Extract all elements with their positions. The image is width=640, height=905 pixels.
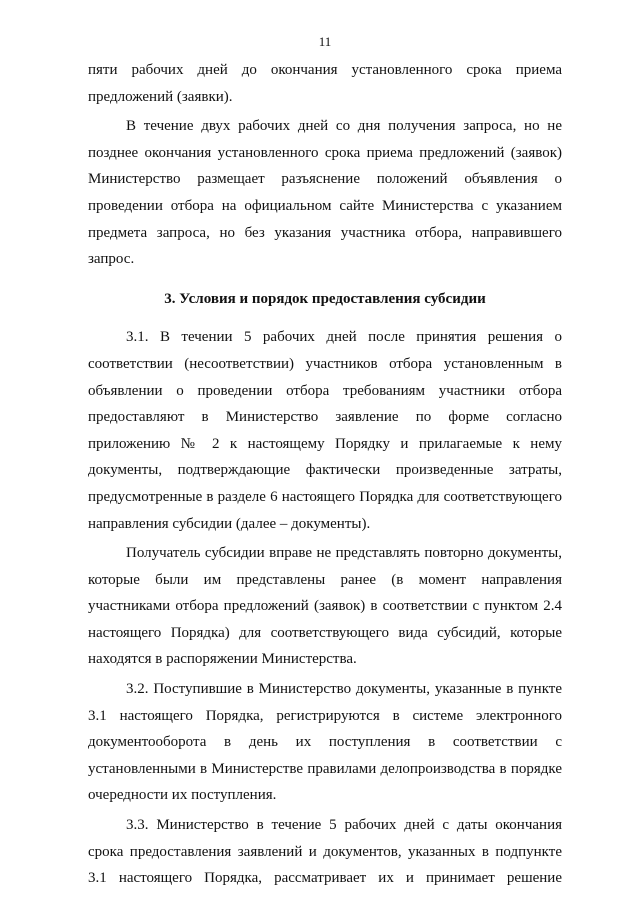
document-body: [88, 57, 562, 892]
document-page: [88, 0, 562, 905]
paragraph-deadline-continuation: пяти рабочих дней до окончания установленного срока приема предложений (заявки).: [88, 62, 562, 105]
paragraph-3-1: 3.1. В течении 5 рабочих дней после принятия решения о соответствии (несоответствии) участников отбора установленным в объявлении о проведении отбора требованиям участники отбора предоставляют в Министерство заявление по форме согласно приложению № 2 к настоящему Порядку и прилагаемые к нему документы, подтверждающие фактически произведенные затраты, предусмотренные в разделе 6 настоящего Порядка для соответствующего направления субсидии (далее – документы).: [88, 329, 562, 532]
paragraph-3-2: 3.2. Поступившие в Министерство документы, указанные в пункте 3.1 настоящего Порядка, регистрируются в системе электронного документооборота в день их поступления в соответствии с установленными в Министерстве правилами делопроизводства в порядке очередности их поступления.: [88, 681, 562, 804]
page-number: 11: [318, 34, 332, 49]
paragraph-3-3: 3.3. Министерство в течение 5 рабочих дней с даты окончания срока предоставления заявлений и документов, указанных в подпункте 3.1 настоящего Порядка, рассматривает их и принимает решение: [88, 817, 562, 887]
section-heading: 3. Условия и порядок предоставления субсидии: [164, 290, 486, 307]
paragraph-clarification: В течение двух рабочих дней со дня получения запроса, но не позднее окончания установленного срока приема предложений (заявок) Министерство размещает разъяснение положений объявления о проведении отбора на официальном сайте Министерства с указанием предмета запроса, но без указания участника отбора, направившего запрос.: [88, 118, 562, 268]
paragraph-recipient-rights: Получатель субсидии вправе не представлять повторно документы, которые были им представлены ранее (в момент направления участниками отбора предложений (заявок) в соответствии с пунктом 2.4 настоящего Порядка) для соответствующего вида субсидий, которые находятся в распоряжении Министерства.: [88, 545, 562, 668]
